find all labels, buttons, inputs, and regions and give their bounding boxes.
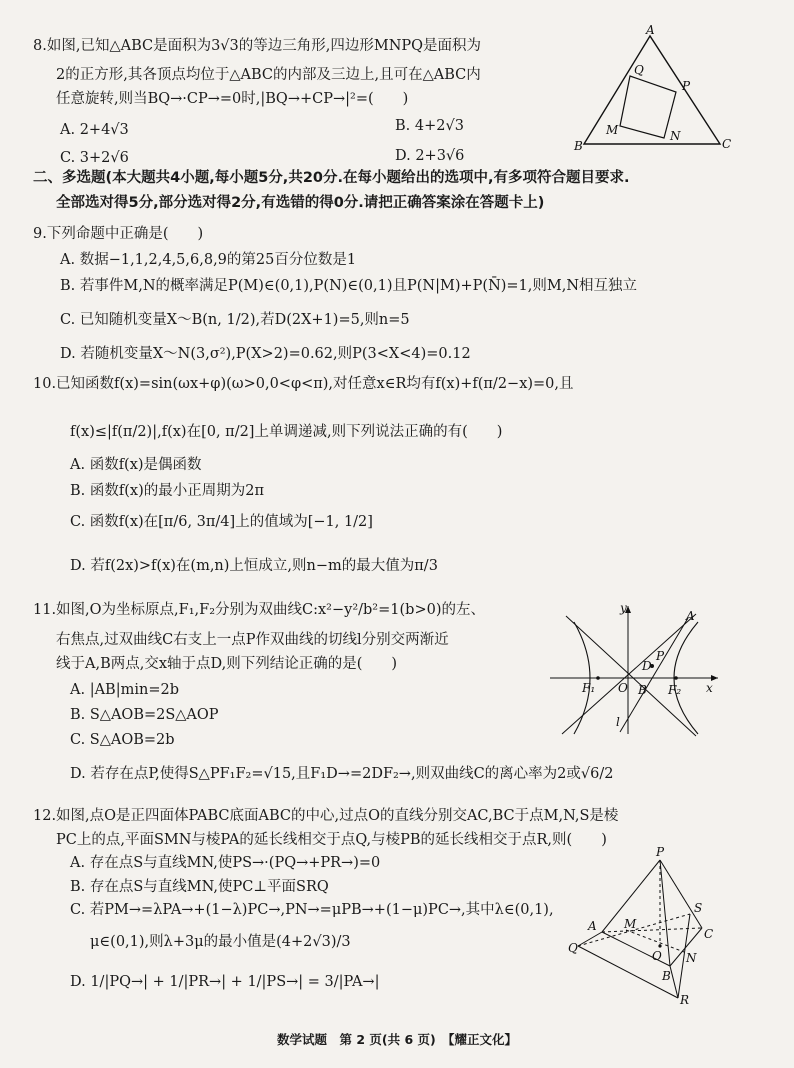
q9-option-d: D. 若随机变量X～N(3,σ²),P(X>2)=0.62,则P(3<X<4)=0.12 xyxy=(60,346,471,362)
q11-hyperbola-figure xyxy=(546,600,726,744)
q8-label-q: Q xyxy=(634,63,644,77)
q12-label-n: N xyxy=(686,951,697,965)
q8-label-a: A xyxy=(646,23,655,37)
q8-line2: 2的正方形,其各顶点均位于△ABC的内部及三边上,且可在△ABC内 xyxy=(56,67,481,83)
q9-option-b: B. 若事件M,N的概率满足P(M)∈(0,1),P(N)∈(0,1)且P(N|M)+P(N̄)=1,则M,N相互独立 xyxy=(60,278,638,294)
q8-line3: 任意旋转,则当BQ→·CP→=0时,|BQ→+CP→|²=( ) xyxy=(56,91,409,107)
q12-tetrahedron-figure xyxy=(566,846,716,1010)
q12-label-c: C xyxy=(704,927,714,941)
q10-option-a: A. 函数f(x)是偶函数 xyxy=(70,457,202,473)
q8-label-b: B xyxy=(574,139,583,153)
q11-label-p: P xyxy=(656,649,665,663)
q11-line3: 线于A,B两点,交x轴于点D,则下列结论正确的是( ) xyxy=(56,656,398,672)
q12-label-p: P xyxy=(656,845,665,859)
q10-line2: f(x)≤|f(π/2)|,f(x)在[0, π/2]上单调递减,则下列说法正确的有( ) xyxy=(70,424,503,440)
q12-label-m: M xyxy=(624,917,637,931)
section2-header-line2: 全部选对得5分,部分选对得2分,有选错的得0分.请把正确答案涂在答题卡上) xyxy=(56,195,545,211)
q10-option-d: D. 若f(2x)>f(x)在(m,n)上恒成立,则n−m的最大值为π/3 xyxy=(70,558,438,574)
q10-option-c: C. 函数f(x)在[π/6, 3π/4]上的值域为[−1, 1/2] xyxy=(70,514,373,530)
q11-label-f2: F₂ xyxy=(668,683,682,697)
q12-option-b: B. 存在点S与直线MN,使PC⊥平面SRQ xyxy=(70,879,329,895)
q11-label-a: A xyxy=(686,609,695,623)
q9-stem: 9.下列命题中正确是( ) xyxy=(33,226,204,242)
q11-label-d: D xyxy=(642,659,652,673)
q11-label-f1: F₁ xyxy=(582,681,596,695)
q12-label-s: S xyxy=(694,901,703,915)
q8-line1: 8.如图,已知△ABC是面积为3√3的等边三角形,四边形MNPQ是面积为 xyxy=(33,38,482,54)
section2-header-line1: 二、多选题(本大题共4小题,每小题5分,共20分.在每小题给出的选项中,有多项符合题目要求. xyxy=(33,170,630,186)
q9-option-a: A. 数据−1,1,2,4,5,6,8,9的第25百分位数是1 xyxy=(60,252,357,268)
q8-option-b: B. 4+2√3 xyxy=(395,118,464,134)
q8-option-d: D. 2+3√6 xyxy=(395,148,465,164)
q11-line1: 11.如图,O为坐标原点,F₁,F₂分别为双曲线C:x²−y²/b²=1(b>0)的左、 xyxy=(33,602,485,618)
q8-label-p: P xyxy=(682,79,691,93)
q10-line1: 10.已知函数f(x)=sin(ωx+φ)(ω>0,0<φ<π),对任意x∈R均有f(x)+f(π/2−x)=0,且 xyxy=(33,376,574,392)
q11-line2: 右焦点,过双曲线C右支上一点P作双曲线的切线l分别交两渐近 xyxy=(56,632,449,648)
q12-line2: PC上的点,平面SMN与棱PA的延长线相交于点Q,与棱PB的延长线相交于点R,则( ) xyxy=(56,832,607,848)
page-footer: 数学试题 第 2 页(共 6 页) 【耀正文化】 xyxy=(277,1032,517,1047)
q12-option-d: D. 1/|PQ→| + 1/|PR→| + 1/|PS→| = 3/|PA→| xyxy=(70,974,380,990)
q11-label-x: x xyxy=(706,681,713,695)
q10-option-b: B. 函数f(x)的最小正周期为2π xyxy=(70,483,264,499)
q11-label-b: B xyxy=(638,683,647,697)
q8-triangle-figure xyxy=(570,22,730,161)
q8-label-m: M xyxy=(606,123,619,137)
q12-label-b: B xyxy=(662,969,671,983)
q8-label-n: N xyxy=(670,129,681,143)
q11-label-y: y xyxy=(620,601,627,615)
q11-label-o: O xyxy=(618,681,628,695)
q11-option-b: B. S△AOB=2S△AOP xyxy=(70,707,219,723)
q11-option-d: D. 若存在点P,使得S△PF₁F₂=√15,且F₁D→=2DF₂→,则双曲线C的离心率为2或√6/2 xyxy=(70,766,614,782)
q12-label-q: Q xyxy=(568,941,578,955)
q11-label-l: l xyxy=(616,715,620,729)
q12-option-a: A. 存在点S与直线MN,使PS→·(PQ→+PR→)=0 xyxy=(70,855,381,871)
q8-option-a: A. 2+4√3 xyxy=(60,122,129,138)
q12-option-c-line2: μ∈(0,1),则λ+3μ的最小值是(4+2√3)/3 xyxy=(90,934,351,950)
q8-option-c: C. 3+2√6 xyxy=(60,150,129,166)
q12-option-c-line1: C. 若PM→=λPA→+(1−λ)PC→,PN→=μPB→+(1−μ)PC→,其中λ∈(0,1), xyxy=(70,902,554,918)
q12-label-a: A xyxy=(588,919,597,933)
q12-label-o: O xyxy=(652,949,662,963)
q9-option-c: C. 已知随机变量X～B(n, 1/2),若D(2X+1)=5,则n=5 xyxy=(60,312,410,328)
q8-label-c: C xyxy=(722,137,732,151)
q11-option-a: A. |AB|min=2b xyxy=(70,682,179,698)
q11-option-c: C. S△AOB=2b xyxy=(70,732,175,748)
q12-label-r: R xyxy=(680,993,690,1007)
q12-line1: 12.如图,点O是正四面体PABC底面ABC的中心,过点O的直线分别交AC,BC于点M,N,S是棱 xyxy=(33,808,619,824)
